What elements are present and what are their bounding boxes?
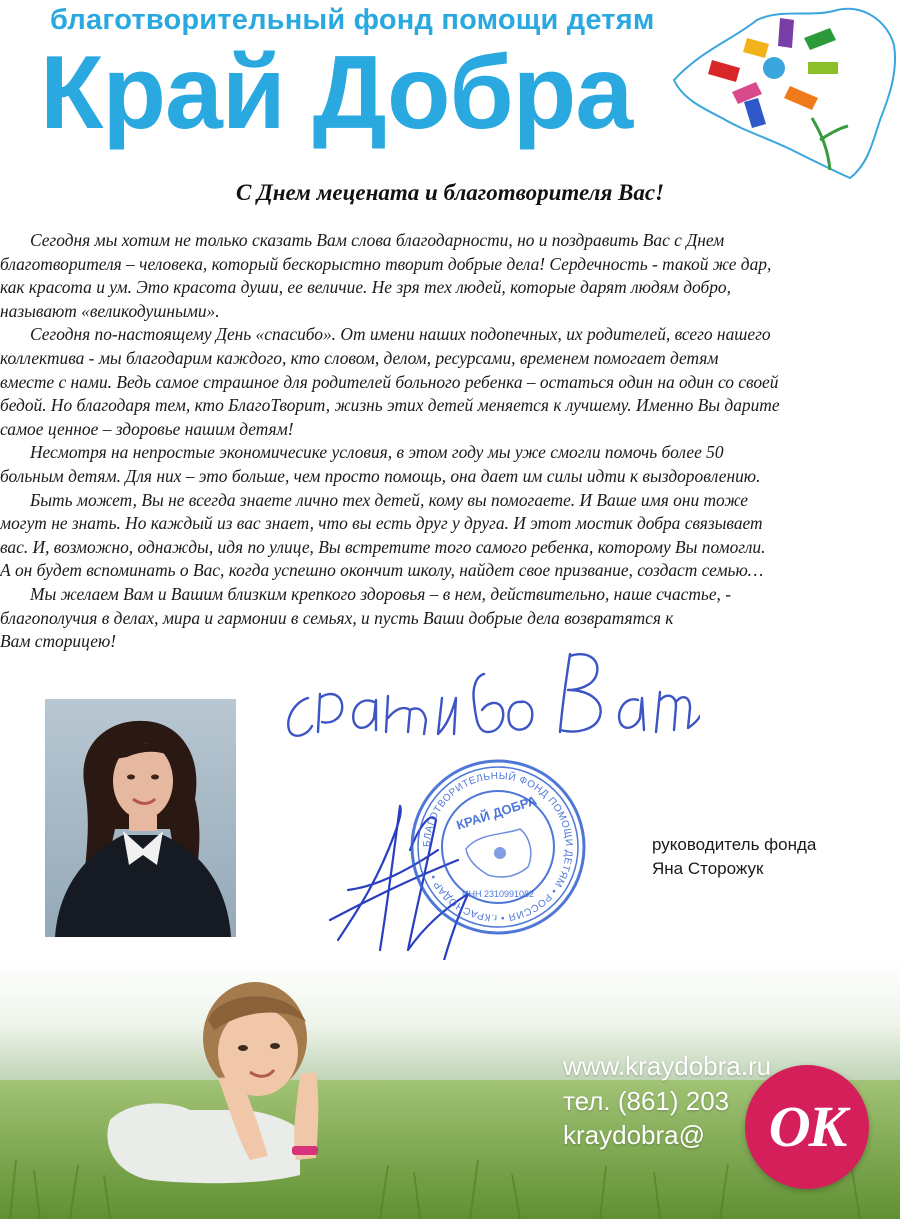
letter-line: благополучия в делах, мира и гармонии в семьях, и пусть Ваши добрые дела возвратятся к	[0, 607, 674, 628]
letter-line: Быть может, Вы не всегда знаете лично тех детей, кому вы помогаете. И Ваше имя они тоже	[30, 489, 748, 510]
signer-name: Яна Сторожук	[652, 859, 764, 878]
letter-line: могут не знать. Но каждый из вас знает, что вы есть друг у друга. И этот мостик добра связывает	[0, 513, 763, 534]
letter-line: вместе с нами. Ведь самое страшное для родителей больного ребенка – остаться один на один со своей	[0, 371, 779, 392]
letter-line: А он будет вспоминать о Вас, когда успешно окончит школу, найдет свое призвание, создаст семью…	[0, 560, 764, 581]
letter-line: Мы желаем Вам и Вашим близким крепкого здоровья – в нем, действительно, наше счастье, -	[30, 583, 732, 604]
signer-block	[652, 833, 816, 881]
letter-line: благотворителя – человека, который бескорыстно творит добрые дела! Сердечность - такой же дар,	[0, 253, 772, 274]
website-link[interactable]: www.kraydobra.ru	[563, 1051, 772, 1081]
letter-line: Сегодня по-настоящему День «спасибо». От имени наших подопечных, их родителей, всего нашего	[30, 324, 771, 345]
foundation-brand-title: Край Добра	[40, 35, 633, 151]
stamp-ring-text: БЛАГОТВОРИТЕЛЬНЫЙ ФОНД ПОМОЩИ ДЕТЯМ • РОССИЯ • г.КРАСНОДАР •	[421, 770, 575, 924]
letter-line: Вам сторицею!	[0, 631, 117, 652]
stamp-center-text: КРАЙ ДОБРА	[454, 792, 539, 833]
letter-headline: С Днем мецената и благотворителя Вас!	[235, 180, 665, 205]
ok-badge-label: OK	[768, 1094, 846, 1159]
foundation-subtitle: благотворительный фонд помощи детям	[50, 4, 655, 36]
contacts-block	[563, 1049, 771, 1153]
handwritten-thanks-image	[270, 640, 700, 750]
email-link[interactable]: kraydobra@	[563, 1120, 706, 1150]
letter-line: вас. И, возможно, однажды, идя по улице, Вы встретите того самого ребенка, которому Вы помогли.	[0, 536, 766, 557]
foundation-map-flower-logo	[662, 0, 900, 185]
letter-body	[0, 229, 900, 654]
letter-line: бедой. Но благодаря тем, кто БлагоТворит, жизнь этих детей меняется к лучшему. Именно Вы дарите	[0, 395, 780, 416]
letter-line: самое ценное – здоровье нашим детям!	[0, 418, 294, 439]
letter-line: Несмотря на непростые экономичесике условия, в этом году мы уже смогли помочь более 50	[30, 442, 724, 463]
letter-line: Сегодня мы хотим не только сказать Вам слова благодарности, но и поздравить Вас с Днем	[30, 230, 725, 250]
director-portrait-photo	[45, 699, 236, 937]
letter-line: называют «великодушными».	[0, 300, 220, 321]
stamp-inn-text: ИНН 2310991082	[461, 889, 535, 899]
letter-line: коллектива - мы благодарим каждого, кто словом, делом, ресурсами, временем помогает детям	[0, 347, 719, 368]
letter-line: как красота и ум. Это красота души, ее величие. Не зря тех людей, которые дарят людям добро,	[0, 277, 731, 298]
foundation-stamp-image	[408, 757, 588, 937]
letter-line: больным детям. Для них – это больше, чем просто помощь, она дает им силы идти к выздоровлению.	[0, 465, 761, 486]
phone-text: тел. (861) 203	[563, 1085, 730, 1116]
signer-role: руководитель фонда	[652, 835, 817, 854]
svg-text:БЛАГОТВОРИТЕЛЬНЫЙ ФОНД ПОМОЩИ	[422, 770, 574, 923]
ok-badge[interactable]	[745, 1065, 869, 1189]
